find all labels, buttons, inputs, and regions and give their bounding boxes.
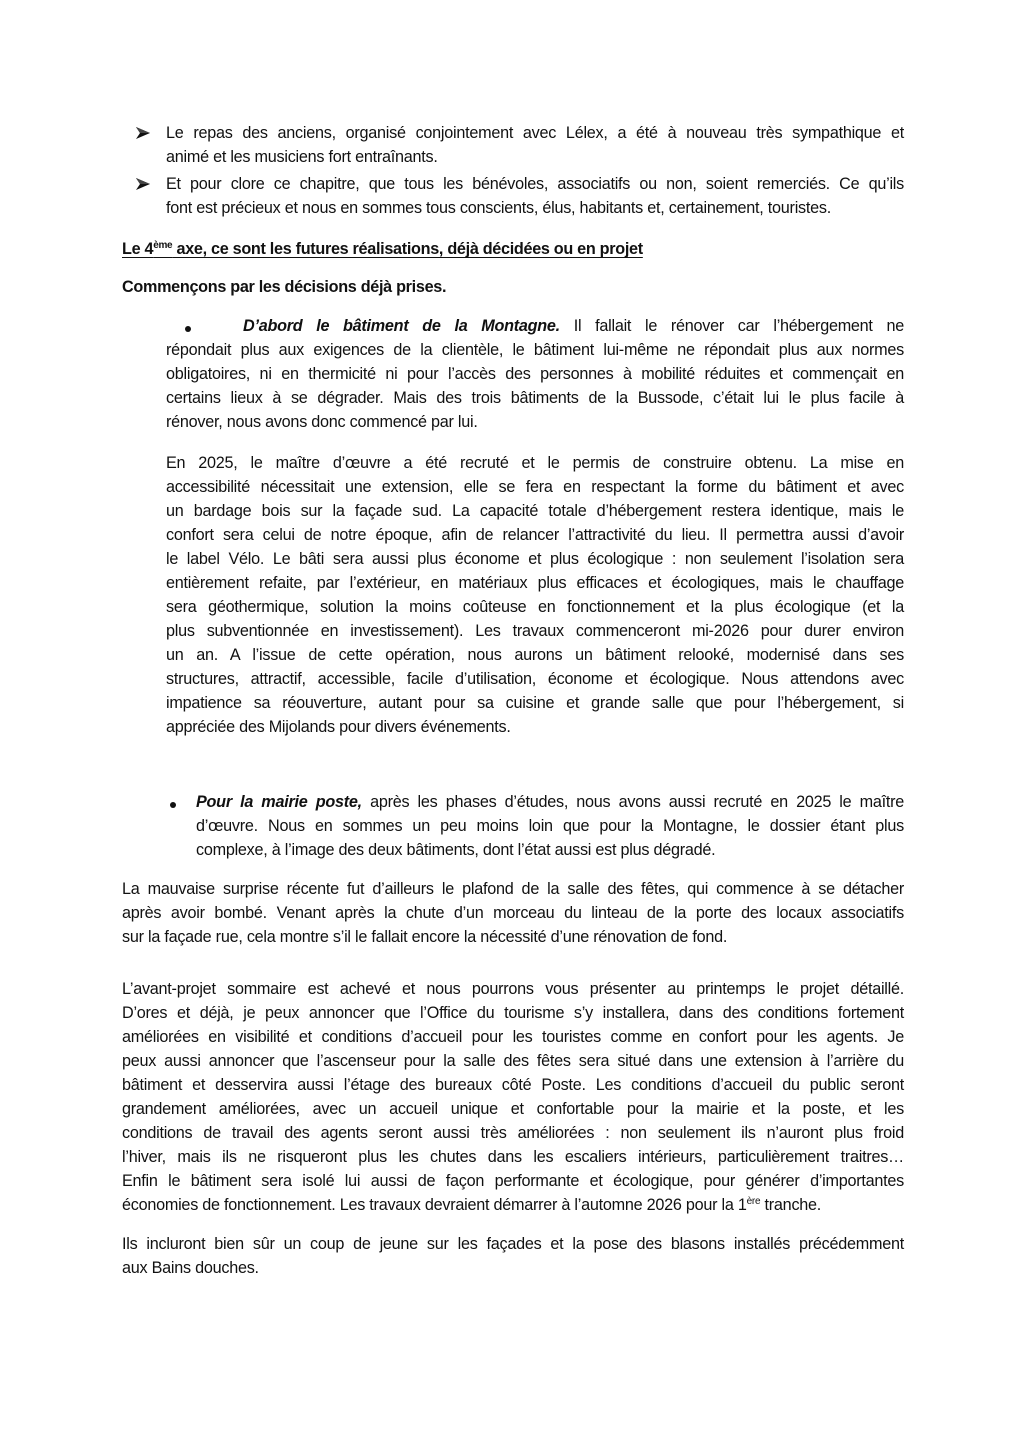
text-line: sera géothermique, solution la moins coûteuse en fonctionnement et la plus écologique (et la bbox=[166, 598, 904, 616]
text-line: complexe, à l’image des deux bâtiments, dont l’état aussi est plus dégradé. bbox=[196, 841, 716, 859]
text-line: Ils incluront bien sûr un coup de jeune sur les façades et la pose des blasons installés précédemment bbox=[122, 1235, 904, 1253]
text-line: La mauvaise surprise récente fut d’ailleurs le plafond de la salle des fêtes, qui commence à se détacher bbox=[122, 880, 904, 898]
arrow-item-text bbox=[166, 172, 904, 220]
text-line: L’avant-projet sommaire est achevé et nous pourrons vous présenter au printemps le projet détaillé. bbox=[122, 980, 904, 998]
text-line: En 2025, le maître d’œuvre a été recruté et le permis de construire obtenu. La mise en bbox=[166, 454, 904, 472]
text-line: confort sera celui de notre époque, afin de relancer l’attractivité du lieu. Il permettra aussi d’avoir bbox=[166, 526, 904, 544]
paragraph-avant-projet bbox=[122, 977, 904, 1217]
paragraph-surprise bbox=[122, 877, 904, 949]
text-fragment: tranche. bbox=[760, 1196, 822, 1214]
text-line: bâtiment et desservira aussi l’étage des bureaux côté Poste. Les conditions d’accueil du public seront bbox=[122, 1076, 904, 1094]
bullet-emphasis: D’abord le bâtiment de la Montagne. bbox=[243, 317, 560, 335]
text-line: un an. A l’issue de cette opération, nous aurons un bâtiment relooké, modernisé dans ses bbox=[166, 646, 904, 664]
text-line-first bbox=[166, 314, 904, 338]
text-line: un bardage bois sur la façade sud. La capacité totale d’hébergement restera identique, mais le bbox=[166, 502, 904, 520]
section-heading bbox=[122, 237, 643, 261]
text-line: appréciée des Mijolands pour divers événements. bbox=[166, 718, 511, 736]
text-line: sur la façade rue, cela montre s’il le fallait encore la nécessité d’une rénovation de fond. bbox=[122, 928, 728, 946]
text-line: certains lieux à se dégrader. Mais des trois bâtiments de la Bussode, c’était lui le plus facile à bbox=[166, 389, 904, 407]
text-line: accessibilité nécessitait une extension, elle se fera en respectant la forme du bâtiment et avec bbox=[166, 478, 904, 496]
bullet-emphasis: Pour la mairie poste, bbox=[196, 793, 362, 811]
text-line: l’hiver, mais ils ne risqueront plus les chutes dans les escaliers intérieurs, particulièrement traitres… bbox=[122, 1148, 904, 1166]
text-line: répondait plus aux exigences de la clientèle, le bâtiment lui-même ne répondait plus aux normes bbox=[166, 341, 904, 359]
text-line-last bbox=[122, 1193, 904, 1217]
text-line: structures, attractif, accessible, facile d’utilisation, économe et écologique. Nous attendons avec bbox=[166, 670, 904, 688]
montagne-paragraph bbox=[166, 451, 904, 739]
text-line: rénover, nous avons donc commencé par lui. bbox=[166, 413, 478, 431]
subheading: Commençons par les décisions déjà prises. bbox=[122, 278, 447, 296]
arrow-item-text bbox=[166, 121, 904, 169]
ordinal-superscript: ère bbox=[746, 1196, 761, 1207]
text-line: le label Vélo. Le bâti sera aussi plus économe et plus écologique : non seulement l’isolation sera bbox=[166, 550, 904, 568]
text-line: obligatoires, ni en thermicité ni pour l’accès des personnes à mobilité réduites et commençait en bbox=[166, 365, 904, 383]
heading-suffix: axe, ce sont les futures réalisations, déjà décidées ou en projet bbox=[172, 240, 643, 258]
text-line: font est précieux et nous en sommes tous conscients, élus, habitants et, certainement, touristes. bbox=[166, 199, 831, 217]
paragraph-facades bbox=[122, 1232, 904, 1280]
text-line: plus subventionnée en investissement). Les travaux commenceront mi-2026 pour durer environ bbox=[166, 622, 904, 640]
bullet-mairie bbox=[196, 790, 904, 862]
text-line-first bbox=[196, 790, 904, 814]
text-line: grandement améliorées, avec un accueil unique et confortable pour la mairie et la poste, et les bbox=[122, 1100, 904, 1118]
text-line: Et pour clore ce chapitre, que tous les bénévoles, associatifs ou non, soient remerciés. Ce qu’ils bbox=[166, 175, 904, 193]
text-line: peux aussi annoncer que l’ascenseur pour la salle des fêtes sera situé dans une extension à l’arrière du bbox=[122, 1052, 904, 1070]
text-line: animé et les musiciens fort entraînants. bbox=[166, 148, 438, 166]
text-line: impatience sa réouverture, autant pour sa cuisine et grande salle que pour l’hébergement, si bbox=[166, 694, 904, 712]
text-line: d’œuvre. Nous en sommes un peu moins loin que pour la Montagne, le dossier étant plus bbox=[196, 817, 904, 835]
heading-superscript: ème bbox=[153, 240, 173, 251]
text-line: aux Bains douches. bbox=[122, 1259, 259, 1277]
bullet-text: Il fallait le rénover car l’hébergement ne bbox=[559, 317, 904, 335]
text-line: Le repas des anciens, organisé conjointement avec Lélex, a été à nouveau très sympathique et bbox=[166, 124, 904, 142]
arrowhead-bullet-icon bbox=[136, 127, 150, 139]
text-fragment: économies de fonctionnement. Les travaux devraient démarrer à l’automne 2026 pour la 1 bbox=[122, 1196, 747, 1214]
bullet-dot-icon bbox=[170, 802, 176, 808]
text-line: améliorées en visibilité et conditions d’accueil pour les touristes comme en confort pour les agents. Je bbox=[122, 1028, 904, 1046]
bullet-text: après les phases d’études, nous avons aussi recruté en 2025 le maître bbox=[361, 793, 904, 811]
heading-prefix: Le 4 bbox=[122, 240, 154, 258]
text-line: après avoir bombé. Venant après la chute d’un morceau du linteau de la porte des locaux associatifs bbox=[122, 904, 904, 922]
text-line: conditions de travail des agents seront aussi très améliorées : non seulement ils n’auront plus froid bbox=[122, 1124, 904, 1142]
text-line: entièrement refaite, par l’extérieur, en matériaux plus efficaces et écologiques, mais le chauffage bbox=[166, 574, 904, 592]
text-line: D’ores et déjà, je peux annoncer que l’Office du tourisme s’y installera, dans des conditions fortement bbox=[122, 1004, 904, 1022]
arrowhead-bullet-icon bbox=[136, 178, 150, 190]
text-line: Enfin le bâtiment sera isolé lui aussi de façon performante et écologique, pour générer d’importantes bbox=[122, 1172, 904, 1190]
bullet-montagne bbox=[166, 314, 904, 434]
